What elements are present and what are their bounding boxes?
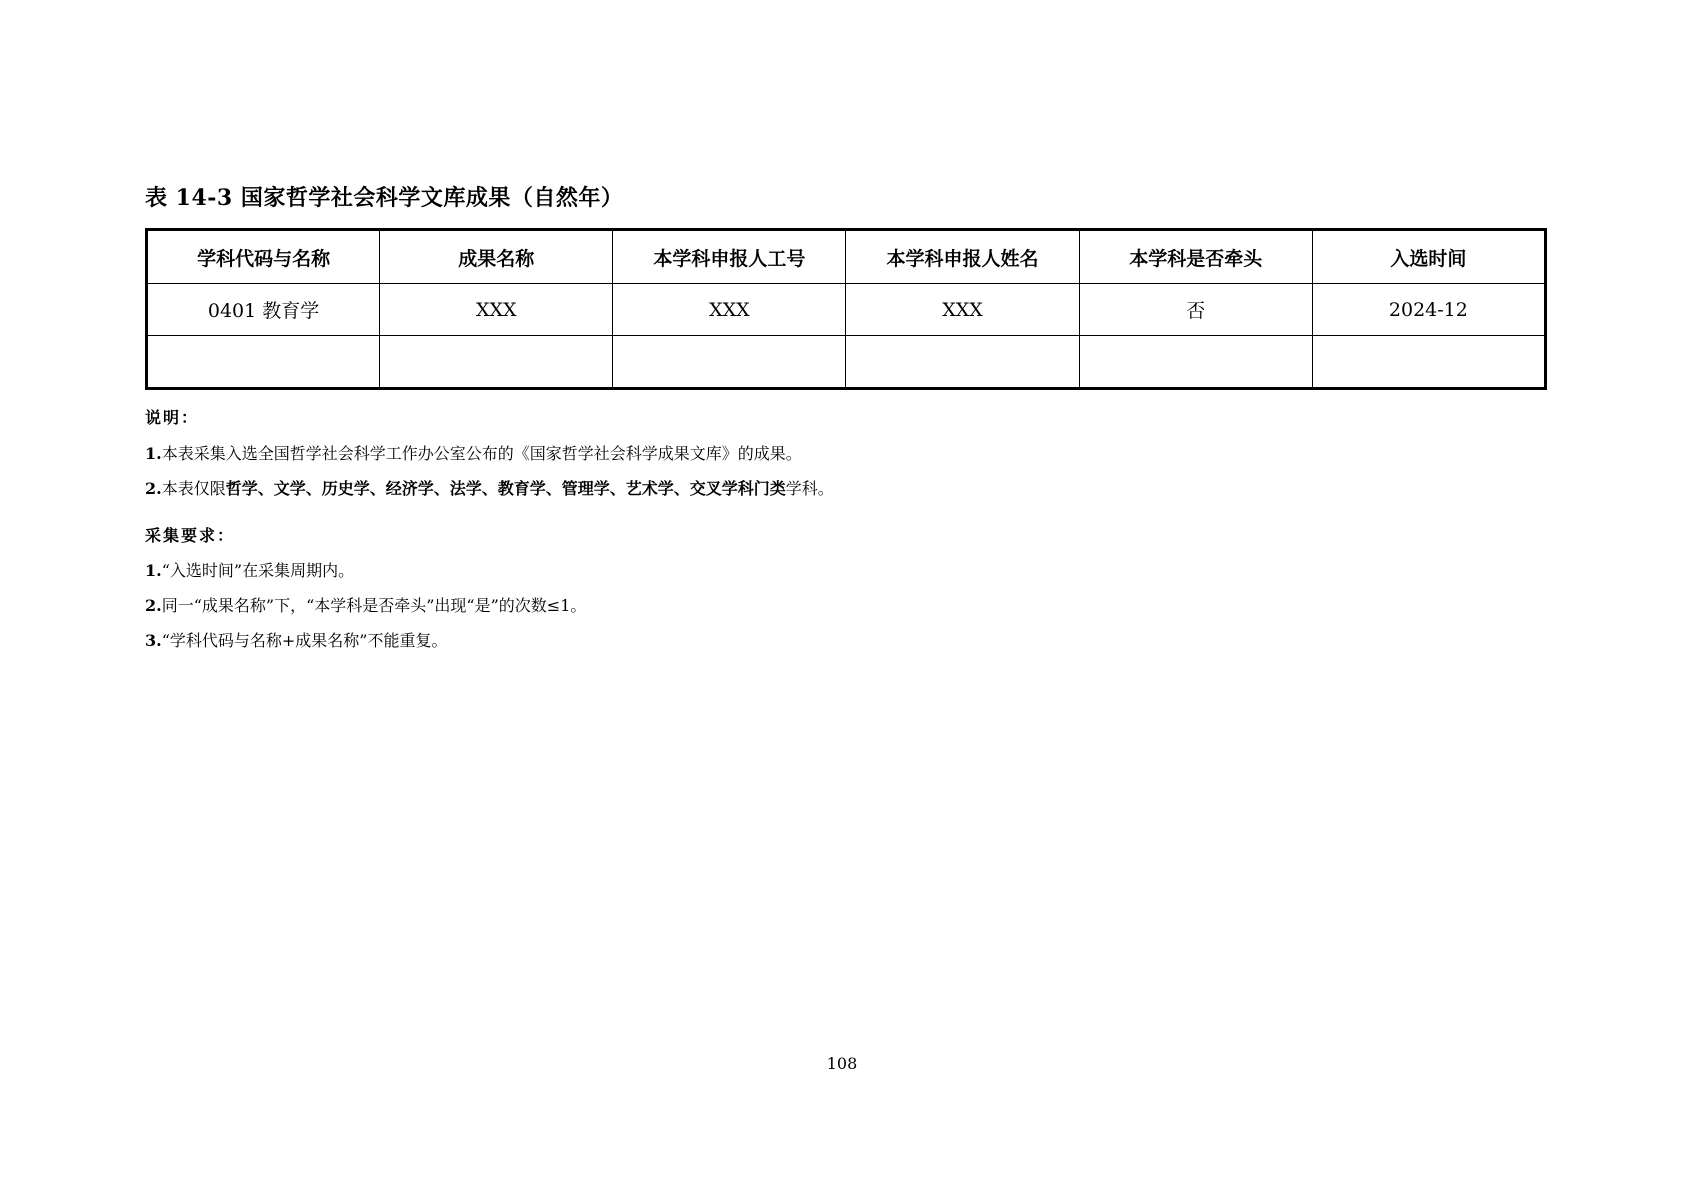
table-cell: 0401 教育学: [147, 284, 380, 336]
requirement-item-3-text: “学科代码与名称+成果名称”不能重复。: [161, 631, 448, 650]
header-applicant-id: 本学科申报人工号: [613, 230, 846, 284]
requirement-item-2-text: 同一“成果名称”下，“本学科是否牵头”出现“是”的次数≤1。: [161, 596, 587, 615]
requirement-item-1: [145, 558, 354, 581]
note-item-2-disciplines: 哲学、文学、历史学、经济学、法学、教育学、管理学、艺术学、交叉学科门类: [225, 479, 786, 498]
table-cell: [1079, 336, 1312, 389]
table-cell: 否: [1079, 284, 1312, 336]
note-item-2-post: 学科。: [785, 479, 834, 498]
table-cell: XXX: [380, 284, 613, 336]
header-applicant-name: 本学科申报人姓名: [846, 230, 1079, 284]
requirement-item-2: [145, 593, 586, 616]
table-cell: XXX: [846, 284, 1079, 336]
note-item-1: [145, 441, 802, 464]
header-selection-time: 入选时间: [1312, 230, 1545, 284]
requirement-item-3-number: 3.: [145, 631, 162, 650]
requirements-heading: 采集要求：: [145, 526, 236, 545]
page-number: 108: [826, 1054, 858, 1073]
table-header-row: [147, 230, 1546, 284]
table-title: 表 14-3 国家哲学社会科学文库成果（自然年）: [145, 185, 624, 211]
results-table: [145, 228, 1547, 390]
table-cell: [1312, 336, 1545, 389]
table-cell: 2024-12: [1312, 284, 1545, 336]
note-item-1-number: 1.: [145, 444, 162, 463]
table-cell: XXX: [613, 284, 846, 336]
requirement-item-1-number: 1.: [145, 561, 162, 580]
table-cell: [613, 336, 846, 389]
header-result-name: 成果名称: [380, 230, 613, 284]
header-discipline-code-name: 学科代码与名称: [147, 230, 380, 284]
table-row: [147, 284, 1546, 336]
table-cell: [380, 336, 613, 389]
table-cell: [846, 336, 1079, 389]
requirement-item-1-text: “入选时间”在采集周期内。: [161, 561, 355, 580]
table-row: [147, 336, 1546, 389]
requirement-item-2-number: 2.: [145, 596, 162, 615]
header-is-lead: 本学科是否牵头: [1079, 230, 1312, 284]
note-item-2: [145, 476, 834, 499]
notes-heading: 说明：: [145, 408, 200, 427]
note-item-1-text: 本表采集入选全国哲学社会科学工作办公室公布的《国家哲学社会科学成果文库》的成果。: [161, 444, 802, 463]
requirement-item-3: [145, 628, 447, 651]
note-item-2-pre: 本表仅限: [161, 479, 226, 498]
note-item-2-number: 2.: [145, 479, 162, 498]
table-cell: [147, 336, 380, 389]
